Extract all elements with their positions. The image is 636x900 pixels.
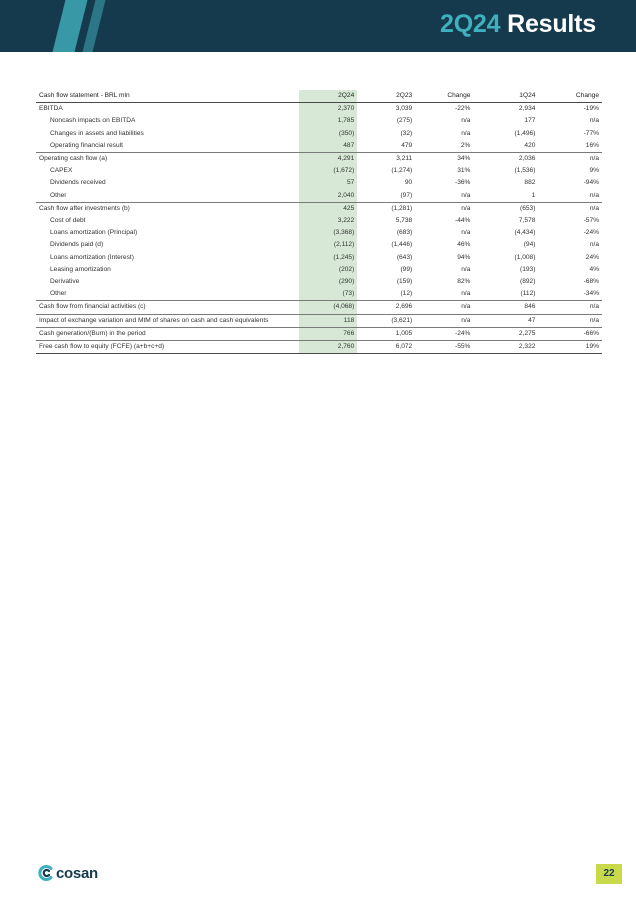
cell-2q23: (275) [396, 117, 413, 125]
row-label: Cash flow from financial activities (c) [36, 301, 299, 314]
cell-change-yoy: -36% [455, 179, 471, 187]
table-body [36, 103, 602, 354]
cell-2q24: (350) [299, 128, 357, 140]
cell-2q23: (159) [396, 278, 413, 286]
cell-change-qoq: n/a [538, 301, 602, 314]
row-label: CAPEX [50, 167, 73, 175]
cell-change-yoy: -22% [415, 103, 473, 116]
cell-change-yoy: -55% [415, 341, 473, 354]
cell-change-qoq: -34% [583, 290, 599, 298]
table-header-row [36, 90, 602, 103]
cell-2q23: 5,738 [395, 217, 413, 225]
cell-2q24: (290) [299, 276, 357, 288]
cell-1q24: 2,275 [473, 327, 538, 340]
cell-change-qoq: n/a [589, 117, 599, 125]
cell-2q23: 2,696 [357, 301, 415, 314]
table-row [36, 165, 602, 177]
cosan-logo [38, 862, 98, 884]
row-label: Noncash impacts on EBITDA [50, 117, 136, 125]
cell-change-qoq: n/a [538, 314, 602, 327]
table-row [36, 202, 602, 215]
row-label: Operating cash flow (a) [36, 153, 299, 166]
cell-change-yoy: 31% [457, 167, 471, 175]
cell-change-qoq: 24% [585, 253, 599, 261]
cell-change-yoy: n/a [461, 129, 471, 137]
row-label: Changes in assets and liabilities [50, 129, 144, 137]
cell-1q24: (892) [520, 278, 536, 286]
cell-change-qoq: -68% [583, 278, 599, 286]
cell-1q24: (1,008) [514, 253, 536, 261]
cell-change-yoy: 82% [457, 278, 471, 286]
cell-change-qoq: n/a [538, 153, 602, 166]
cell-2q23: (3,621) [357, 314, 415, 327]
cell-change-qoq: 9% [589, 167, 599, 175]
cell-change-yoy: -24% [415, 327, 473, 340]
row-label: Loans amortization (Principal) [50, 229, 138, 237]
row-label: Other [50, 191, 67, 199]
cell-1q24: 177 [524, 117, 536, 125]
row-label: Other [50, 290, 67, 298]
table-row [36, 276, 602, 288]
cell-change-yoy: 94% [457, 253, 471, 261]
cell-change-yoy: n/a [461, 229, 471, 237]
cell-2q23: 479 [401, 141, 413, 149]
cell-change-qoq: -77% [583, 129, 599, 137]
cell-2q24: (3,368) [299, 227, 357, 239]
table-row [36, 140, 602, 153]
cell-2q24: (1,672) [299, 165, 357, 177]
row-label: Cash generation/(Burn) in the period [36, 327, 299, 340]
cell-change-yoy: 34% [415, 153, 473, 166]
cell-2q23: 90 [404, 179, 413, 187]
cell-change-qoq: -57% [583, 217, 599, 225]
cell-1q24: (94) [523, 241, 536, 249]
cell-1q24: 846 [473, 301, 538, 314]
cell-2q24: 2,040 [299, 190, 357, 203]
cell-1q24: (4,434) [514, 229, 536, 237]
cell-change-yoy: n/a [415, 202, 473, 215]
cell-2q24: 57 [299, 177, 357, 189]
cell-2q24: (202) [299, 264, 357, 276]
cell-2q24: (73) [299, 288, 357, 301]
cell-1q24: 420 [524, 141, 536, 149]
title-rest: Results [500, 10, 596, 38]
cell-2q23: 3,211 [357, 153, 415, 166]
cell-change-yoy: 2% [460, 141, 471, 149]
cell-2q23: (1,281) [357, 202, 415, 215]
page-title [440, 10, 596, 39]
cell-2q24: (1,245) [299, 252, 357, 264]
cell-change-qoq: n/a [589, 241, 599, 249]
row-label: Impact of exchange variation and MtM of shares on cash and cash equivalents [36, 314, 299, 327]
cell-1q24: (112) [520, 290, 536, 298]
cell-change-yoy: n/a [415, 301, 473, 314]
table-row [36, 341, 602, 354]
table-row [36, 215, 602, 227]
row-label: Dividends received [50, 179, 106, 187]
cell-change-qoq: n/a [589, 191, 599, 199]
cell-change-yoy: n/a [461, 290, 471, 298]
title-highlight: 2Q24 [439, 10, 501, 38]
row-label: Cash flow after investments (b) [36, 202, 299, 215]
cell-change-yoy: -44% [455, 217, 471, 225]
cash-flow-table [36, 90, 602, 354]
table-row [36, 177, 602, 189]
cell-2q23: (12) [400, 290, 413, 298]
cell-1q24: (193) [520, 265, 536, 273]
cell-1q24: 7,578 [518, 217, 536, 225]
cell-2q24: 2,370 [299, 103, 357, 116]
cell-2q24: 2,760 [299, 341, 357, 354]
cell-change-yoy: n/a [415, 314, 473, 327]
logo-text: cosan [56, 864, 98, 882]
cell-2q23: 6,072 [357, 341, 415, 354]
cell-change-qoq: 16% [585, 141, 599, 149]
cell-2q23: (99) [400, 265, 413, 273]
cell-change-qoq: 4% [589, 265, 599, 273]
cell-2q23: (683) [396, 229, 413, 237]
cell-change-qoq: -66% [538, 327, 602, 340]
table-row [36, 227, 602, 239]
table-row [36, 301, 602, 314]
cell-2q23: (97) [400, 191, 413, 199]
table-row [36, 264, 602, 276]
row-label: EBITDA [36, 103, 299, 116]
cell-2q24: (2,112) [299, 239, 357, 251]
page-number: 22 [596, 864, 622, 884]
cell-2q24: 425 [299, 202, 357, 215]
table-row [36, 103, 602, 116]
row-label: Leasing amortization [50, 265, 111, 273]
table-row [36, 190, 602, 203]
cell-1q24: 2,322 [473, 341, 538, 354]
cell-1q24: 2,934 [473, 103, 538, 116]
cell-1q24: (1,536) [514, 167, 536, 175]
table-row [36, 128, 602, 140]
cell-1q24: 882 [524, 179, 536, 187]
cell-1q24: 2,036 [473, 153, 538, 166]
row-label: Dividends paid (d) [50, 241, 104, 249]
cell-2q24: 1,785 [299, 115, 357, 127]
column-header-change-yoy: Change [415, 90, 473, 103]
table-row [36, 252, 602, 264]
cell-change-qoq: -24% [583, 229, 599, 237]
table-row [36, 288, 602, 301]
cell-2q24: 3,222 [299, 215, 357, 227]
column-header-2q23: 2Q23 [357, 90, 415, 103]
cell-change-qoq: 19% [538, 341, 602, 354]
cell-change-yoy: n/a [461, 265, 471, 273]
cell-2q23: (32) [400, 129, 413, 137]
cell-2q24: (4,068) [299, 301, 357, 314]
cell-change-yoy: n/a [461, 117, 471, 125]
table-row [36, 314, 602, 327]
table-row [36, 327, 602, 340]
table-row [36, 115, 602, 127]
cell-2q24: 118 [299, 314, 357, 327]
row-label: Derivative [50, 278, 80, 286]
cell-1q24: 47 [473, 314, 538, 327]
cosan-logo-icon [38, 865, 54, 881]
column-header-label: Cash flow statement - BRL mln [36, 90, 299, 103]
column-header-2q24: 2Q24 [299, 90, 357, 103]
column-header-1q24: 1Q24 [473, 90, 538, 103]
cell-2q23: 3,039 [357, 103, 415, 116]
row-label: Operating financial result [50, 141, 123, 149]
row-label: Free cash flow to equity (FCFE) (a+b+c+d) [36, 341, 299, 354]
page-header [0, 0, 636, 52]
cell-change-qoq: -19% [538, 103, 602, 116]
cell-2q24: 487 [299, 140, 357, 153]
table-row [36, 153, 602, 166]
row-label: Cost of debt [50, 217, 86, 225]
row-label: Loans amortization (Interest) [50, 253, 134, 261]
table-row [36, 239, 602, 251]
cell-change-qoq: n/a [538, 202, 602, 215]
cell-2q23: (1,446) [391, 241, 413, 249]
cell-change-yoy: 46% [457, 241, 471, 249]
cell-change-qoq: -94% [583, 179, 599, 187]
cell-2q23: (643) [396, 253, 413, 261]
cell-1q24: 1 [531, 191, 536, 199]
cell-2q24: 766 [299, 327, 357, 340]
cell-2q24: 4,291 [299, 153, 357, 166]
cell-2q23: (1,274) [391, 167, 413, 175]
cell-1q24: (653) [473, 202, 538, 215]
cell-2q23: 1,005 [357, 327, 415, 340]
cell-change-yoy: n/a [461, 191, 471, 199]
cell-1q24: (1,496) [514, 129, 536, 137]
column-header-change-qoq: Change [538, 90, 602, 103]
